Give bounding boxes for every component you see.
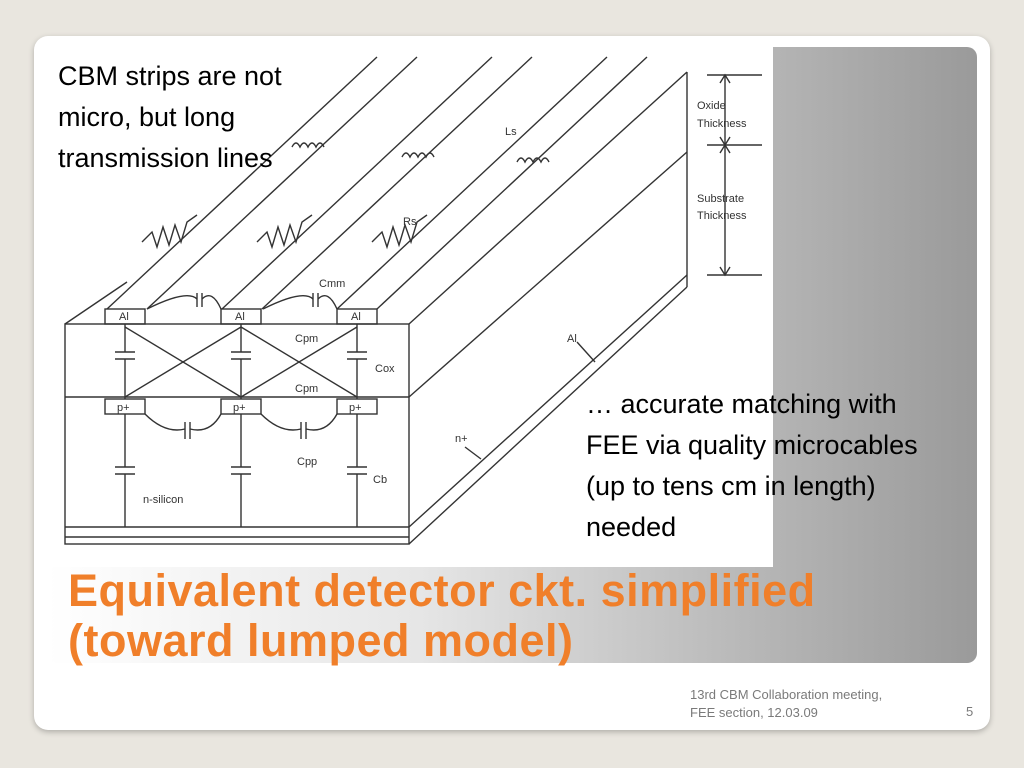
n-silicon-label: n-silicon [143,494,184,506]
rs-label: Rs [403,216,417,228]
oxide-thickness-label: Thickness [697,118,747,130]
pplus-label-1: p+ [117,402,130,414]
slide-title [68,566,968,666]
ls-label: Ls [505,126,517,138]
slide-title-line-2: (toward lumped model) [68,615,574,666]
note-accurate-matching: … accurate matching with FEE via quality microcables (up to tens cm in length) needed [586,389,918,542]
substrate-thickness-label: Thickness [697,210,747,222]
nplus-label: n+ [455,433,468,445]
cpm-label-top: Cpm [295,333,319,345]
cpp-label: Cpp [297,456,318,468]
al-label-2: Al [235,311,245,323]
slide-title-line-1: Equivalent detector ckt. simplified [68,565,816,616]
al-label-1: Al [119,311,129,323]
note-transmission-lines: CBM strips are not micro, but long transmission lines [58,61,282,173]
pplus-label-3: p+ [349,402,362,414]
cox-label: Cox [375,363,395,375]
oxide-label: Oxide [697,100,726,112]
pplus-label-2: p+ [233,402,246,414]
page-number: 5 [966,704,974,719]
cpm-label-bottom: Cpm [295,383,319,395]
substrate-label: Substrate [697,193,745,205]
footer-text: 13rd CBM Collaboration meeting, FEE section, 12.03.09 [690,687,883,720]
al-label-side: Al [567,333,577,345]
cb-label: Cb [373,474,388,486]
cmm-label: Cmm [319,278,346,290]
al-label-3: Al [351,311,361,323]
